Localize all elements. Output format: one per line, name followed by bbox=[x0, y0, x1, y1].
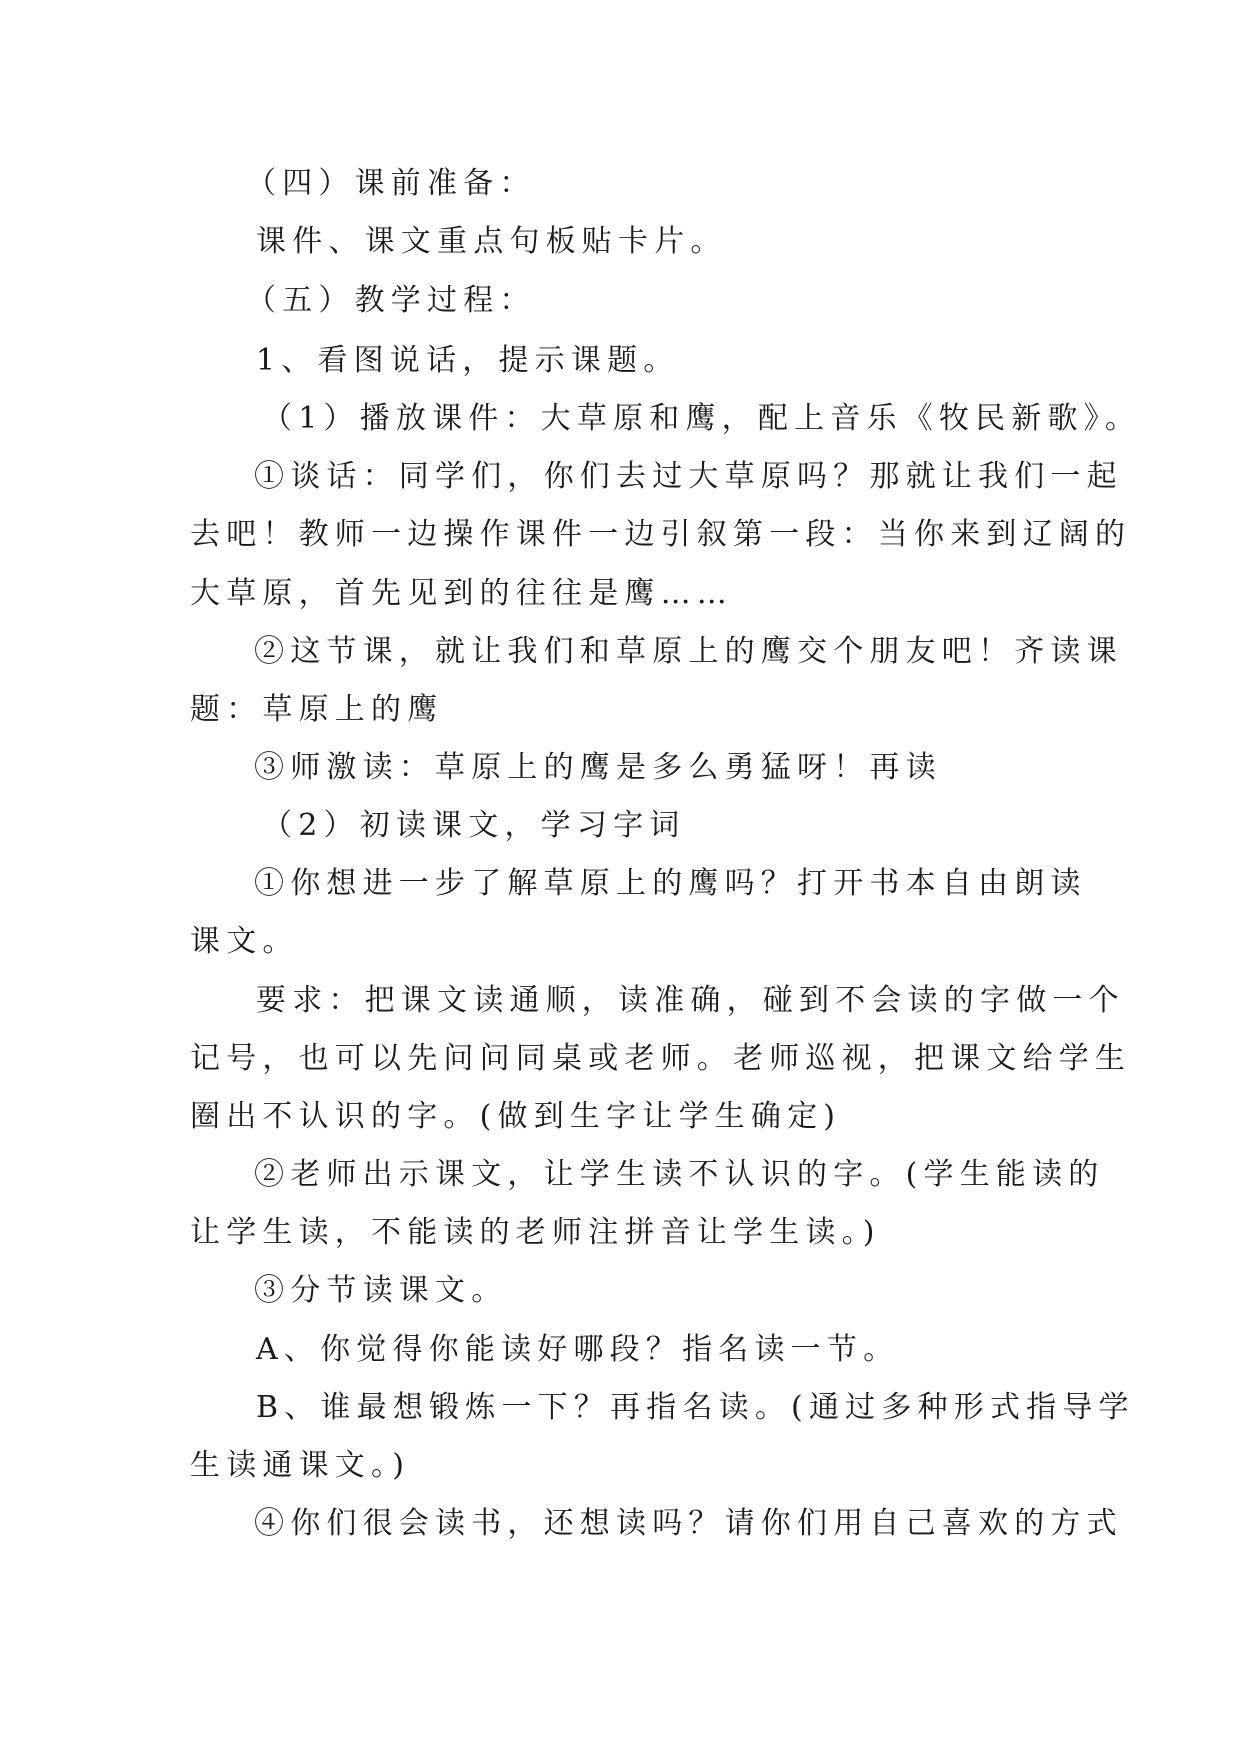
paragraph-line: 课件、课文重点句板贴卡片。 bbox=[256, 224, 727, 259]
paragraph-line: A、你觉得你能读好哪段？指名读一节。 bbox=[256, 1332, 900, 1367]
paragraph-line: 生读通课文。) bbox=[190, 1448, 411, 1483]
sub-step-heading: （2）初读课文，学习字词 bbox=[262, 808, 686, 843]
sub-step-heading: （1）播放课件：大草原和鹰，配上音乐《牧民新歌》。 bbox=[262, 401, 1142, 436]
section-heading-process: （五）教学过程： bbox=[246, 283, 536, 318]
paragraph-line: 课文。 bbox=[190, 924, 299, 959]
paragraph-line: 让学生读，不能读的老师注拼音让学生读。) bbox=[190, 1215, 881, 1250]
paragraph-line: 记号，也可以先问问同桌或老师。老师巡视，把课文给学生 bbox=[190, 1041, 1132, 1076]
paragraph-line: 题：草原上的鹰 bbox=[190, 692, 444, 727]
paragraph-line: B、谁最想锻炼一下？再指名读。(通过多种形式指导学 bbox=[256, 1390, 1135, 1425]
paragraph-line: 去吧！教师一边操作课件一边引叙第一段：当你来到辽阔的 bbox=[190, 517, 1132, 552]
step-heading: 1、看图说话，提示课题。 bbox=[256, 343, 680, 378]
paragraph-line: ③分节读课文。 bbox=[254, 1273, 508, 1308]
paragraph-line: ③师激读：草原上的鹰是多么勇猛呀！再读 bbox=[254, 750, 942, 785]
section-heading-prep: （四）课前准备： bbox=[246, 166, 536, 201]
paragraph-line: ①你想进一步了解草原上的鹰吗？打开书本自由朗读 bbox=[254, 866, 1087, 901]
paragraph-line: 大草原，首先见到的往往是鹰…… bbox=[190, 576, 733, 611]
paragraph-line: 圈出不认识的字。(做到生字让学生确定) bbox=[190, 1099, 842, 1134]
paragraph-line: ②老师出示课文，让学生读不认识的字。(学生能读的 bbox=[254, 1157, 1105, 1192]
paragraph-line: ④你们很会读书，还想读吗？请你们用自己喜欢的方式 bbox=[254, 1506, 1123, 1541]
paragraph-line: ②这节课，就让我们和草原上的鹰交个朋友吧！齐读课 bbox=[254, 634, 1123, 669]
paragraph-line: ①谈话：同学们，你们去过大草原吗？那就让我们一起 bbox=[254, 459, 1123, 494]
paragraph-line: 要求：把课文读通顺，读准确，碰到不会读的字做一个 bbox=[256, 983, 1125, 1018]
